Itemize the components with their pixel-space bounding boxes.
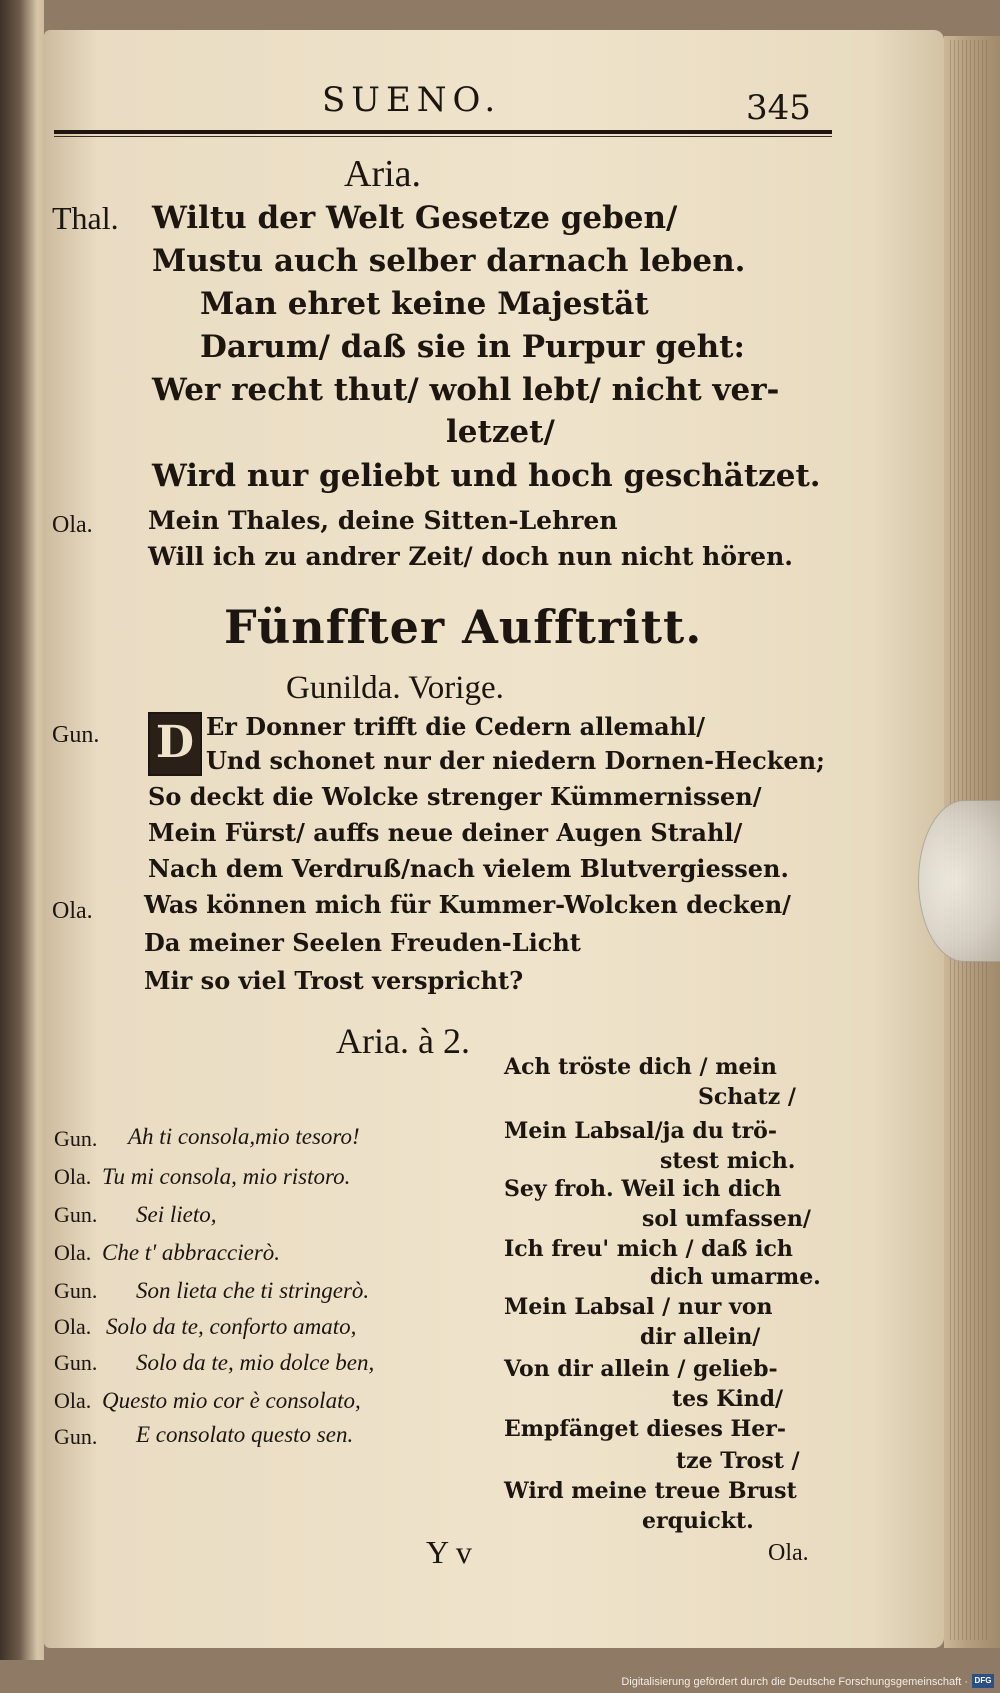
de-line-8: dich umarme.: [650, 1264, 821, 1290]
speaker-ola: Ola.: [52, 512, 93, 538]
it-line-5: Son lieta che ti stringerò.: [136, 1278, 370, 1303]
scene-persons: Gunilda. Vorige.: [286, 670, 504, 706]
de-line-16: erquickt.: [642, 1508, 754, 1534]
dfg-logo-icon: DFG: [972, 1674, 994, 1688]
gun-line-5: Nach dem Verdruß/nach vielem Blutvergiessen.: [148, 854, 789, 883]
header-rule-thin: [54, 136, 832, 137]
aria-line-3: Man ehret keine Majestät: [200, 286, 649, 322]
de-line-5: Sey froh. Weil ich dich: [504, 1176, 782, 1202]
scene-title: Fünffter Aufftritt.: [224, 600, 703, 654]
it-line-9: E consolato questo sen.: [136, 1422, 354, 1447]
de-line-3: Mein Labsal/ja du trö-: [504, 1118, 777, 1144]
it-speaker-1: Gun.: [54, 1126, 98, 1151]
it-line-1: Ah ti consola,mio tesoro!: [128, 1124, 360, 1149]
it-speaker-2: Ola.: [54, 1164, 92, 1189]
funding-credit: Digitalisierung gefördert durch die Deutsche Forschungsgemeinschaft ·: [621, 1676, 968, 1688]
de-line-14: tze Trost /: [676, 1448, 800, 1474]
it-line-8: Questo mio cor è consolato,: [102, 1388, 361, 1413]
it-line-6: Solo da te, conforto amato,: [106, 1314, 357, 1339]
header-rule: [54, 130, 832, 134]
it-speaker-6: Ola.: [54, 1314, 92, 1339]
it-line-3: Sei lieto,: [136, 1202, 217, 1227]
page-clip: [918, 800, 1000, 962]
it-line-7: Solo da te, mio dolce ben,: [136, 1350, 375, 1375]
aria-line-6: letzet/: [446, 414, 555, 450]
aria-line-2: Mustu auch selber darnach leben.: [152, 243, 746, 279]
de-line-9: Mein Labsal / nur von: [504, 1294, 773, 1320]
it-line-2: Tu mi consola, mio ristoro.: [102, 1164, 351, 1189]
it-speaker-3: Gun.: [54, 1202, 98, 1227]
speaker-ola: Ola.: [52, 898, 93, 924]
gun-line-1: Er Donner trifft die Cedern allemahl/: [206, 712, 705, 741]
aria-line-4: Darum/ daß sie in Purpur geht:: [200, 329, 745, 365]
ola-line-2: Will ich zu andrer Zeit/ doch nun nicht hören.: [148, 542, 793, 571]
de-line-7: Ich freu' mich / daß ich: [504, 1236, 793, 1262]
page-number: 345: [746, 88, 811, 128]
de-line-12: tes Kind/: [672, 1386, 784, 1412]
ola-line-1: Mein Thales, deine Sitten-Lehren: [148, 506, 618, 535]
de-line-13: Empfänget dieses Her-: [504, 1416, 787, 1442]
gun-line-3: So deckt die Wolcke strenger Kümmernissen/: [148, 782, 762, 811]
it-speaker-4: Ola.: [54, 1240, 92, 1265]
running-header: SUENO.: [322, 80, 502, 120]
aria-line-5: Wer recht thut/ wohl lebt/ nicht ver-: [152, 372, 780, 408]
aria-line-1: Wiltu der Welt Gesetze geben/: [152, 200, 678, 236]
de-line-1: Ach tröste dich / mein: [504, 1054, 777, 1080]
de-line-15: Wird meine treue Brust: [504, 1478, 797, 1504]
book-gutter-left: [0, 0, 44, 1693]
signature-mark: Y v: [426, 1534, 472, 1570]
de-line-10: dir allein/: [640, 1324, 761, 1350]
gun-line-4: Mein Fürst/ auffs neue deiner Augen Strahl/: [148, 818, 743, 847]
dropcap-initial: [148, 712, 202, 776]
it-speaker-7: Gun.: [54, 1350, 98, 1375]
aria-heading: Aria.: [344, 153, 422, 195]
speaker-gun: Gun.: [52, 722, 100, 748]
ola2-line-3: Mir so viel Trost verspricht?: [144, 966, 524, 995]
ola2-line-1: Was können mich für Kummer-Wolcken decken/: [144, 890, 791, 919]
de-line-2: Schatz /: [698, 1084, 796, 1110]
ola2-line-2: Da meiner Seelen Freuden-Licht: [144, 928, 581, 957]
aria-line-7: Wird nur geliebt und hoch geschätzet.: [152, 458, 821, 494]
catchword: Ola.: [768, 1540, 809, 1566]
dropcap-letter: D: [155, 717, 195, 768]
it-speaker-8: Ola.: [54, 1388, 92, 1413]
de-line-4: stest mich.: [660, 1148, 796, 1174]
de-line-6: sol umfassen/: [642, 1206, 811, 1232]
it-speaker-5: Gun.: [54, 1278, 98, 1303]
gun-line-2: Und schonet nur der niedern Dornen-Hecken;: [206, 746, 825, 775]
aria2-heading: Aria. à 2.: [336, 1021, 470, 1061]
speaker-thal: Thal.: [52, 200, 119, 236]
de-line-11: Von dir allein / gelieb-: [504, 1356, 778, 1382]
it-speaker-9: Gun.: [54, 1424, 98, 1449]
it-line-4: Che t' abbraccierò.: [102, 1240, 281, 1265]
